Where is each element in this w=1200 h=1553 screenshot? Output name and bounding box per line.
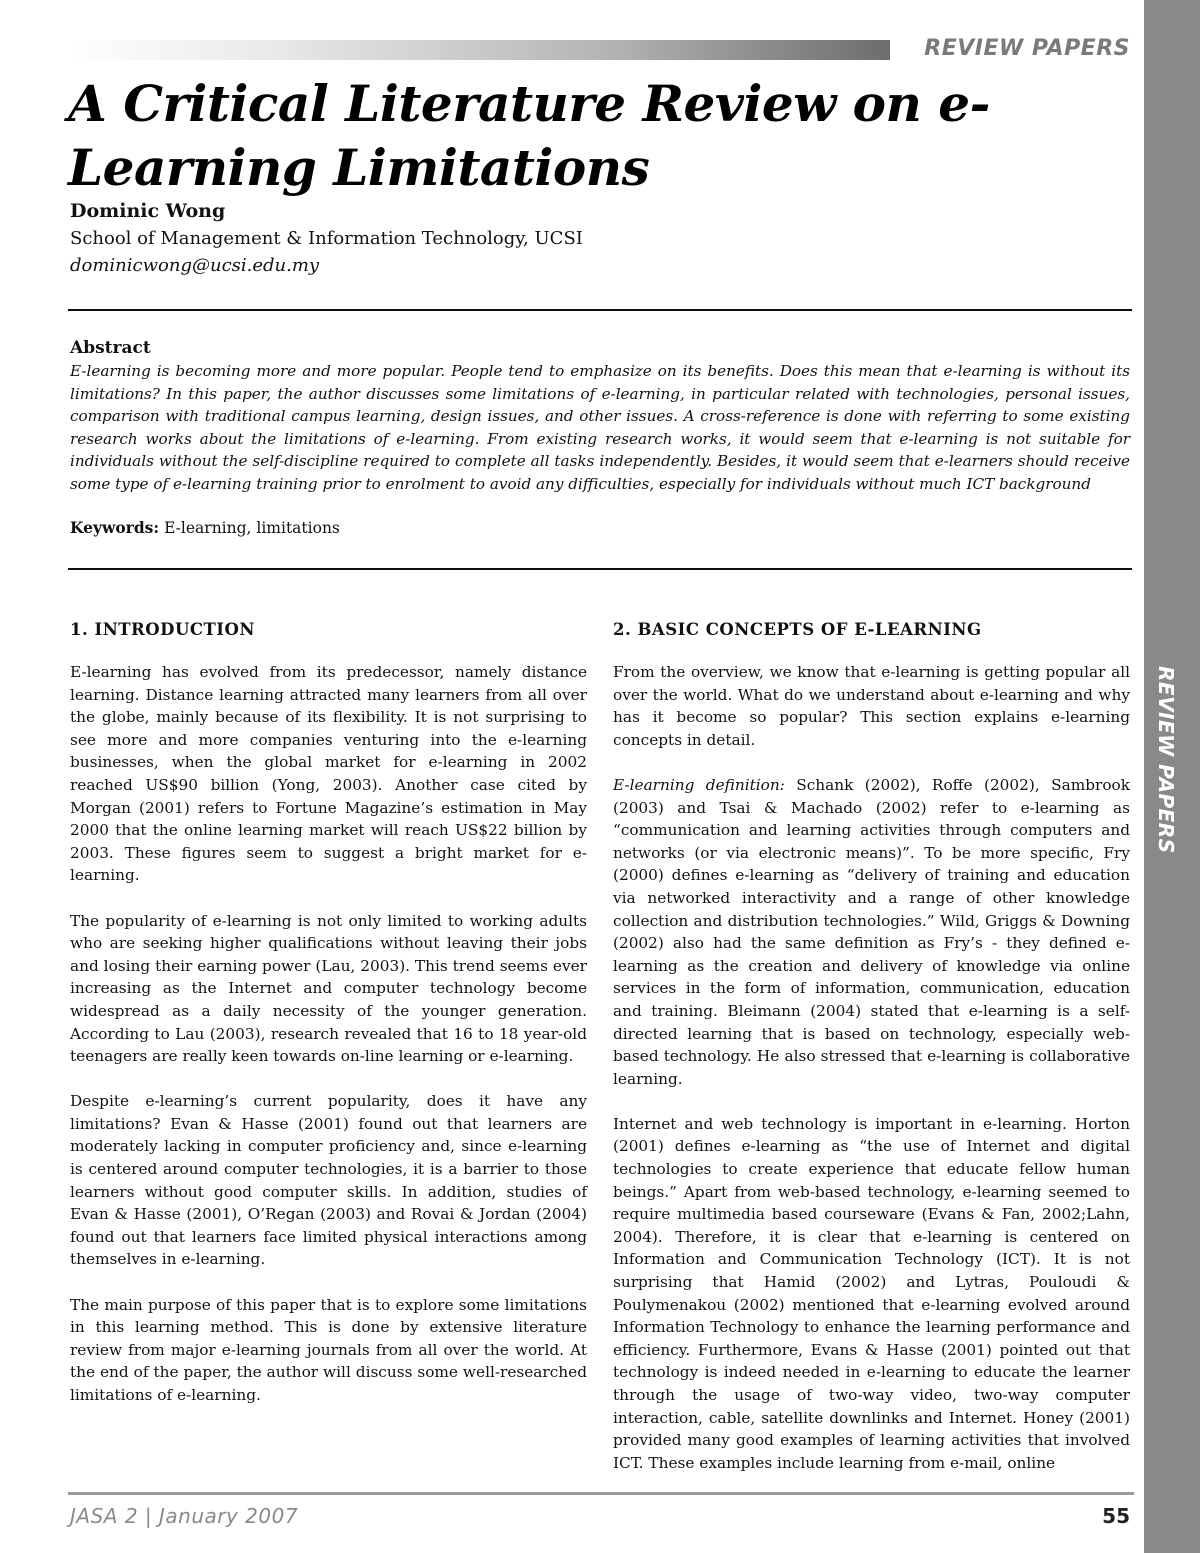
paragraph: The main purpose of this paper that is to explore some limitations in this learning method. This is done by extensive literature review from major e-learning journals from all over the world. At the end of the paper, the author will discuss some well-researched limitations of e-learning. bbox=[70, 1295, 587, 1404]
author-affiliation: School of Management & Information Technology, UCSI bbox=[70, 228, 583, 249]
keywords bbox=[70, 518, 340, 537]
keywords-list: E-learning, limitations bbox=[159, 519, 340, 537]
paragraph: Despite e-learning’s current popularity, does it have any limitations? Evan & Hasse (2001) found out that learners are moderately lacking in computer proficiency and, since e-learning is centered around computer technologies, it is a barrier to those learners without good computer skills. In addition, studies of Evan & Hasse (2001), O’Regan (2003) and Rovai & Jordan (2004) found out that learners face limited physical interactions among themselves in e-learning. bbox=[70, 1092, 587, 1269]
divider-bottom bbox=[68, 568, 1132, 570]
author-name: Dominic Wong bbox=[70, 200, 226, 222]
header-gradient-bar bbox=[68, 40, 890, 60]
page-number: 55 bbox=[1102, 1504, 1130, 1528]
paragraph-definition bbox=[613, 774, 1130, 1090]
right-column bbox=[613, 619, 1130, 1497]
definition-lead: E-learning definition: bbox=[613, 775, 785, 794]
definition-text: Schank (2002), Roffe (2002), Sambrook (2003) and Tsai & Machado (2002) refer to e-learning as “communication and learning activities through computers and networks (or via electronic means)”. To be more specific, Fry (2000) defines e-learning as “delivery of training and education via networked interactivity and a range of other knowledge collection and distribution technologies.” Wild, Griggs & Downing (2002) also had the same definition as Fry’s - they defined e-learning as the creation and delivery of knowledge via online services in the form of information, communication, education and training. Bleimann (2004) stated that e-learning is a self-directed learning that is based on technology, especially web-based technology. He also stressed that e-learning is collaborative learning. bbox=[613, 775, 1131, 1088]
section-heading-basic-concepts: 2. BASIC CONCEPTS OF E-LEARNING bbox=[613, 620, 982, 639]
paper-title: A Critical Literature Review on e-Learning Limitations bbox=[68, 74, 990, 197]
abstract-text: E-learning is becoming more and more popular. People tend to emphasize on its benefits. Does this mean that e-learning is without its limitations? In this paper, the author discusses some limitations of e-learning, in particular related with technologies, personal issues, comparison with traditional campus learning, design issues, and other issues. A cross-reference is done with referring to some existing research works about the limitations of e-learning. From existing research works, it would seem that e-learning is not suitable for individuals without the self-discipline required to complete all tasks independently. Besides, it would seem that e-learners should receive some type of e-learning training prior to enrolment to avoid any difficulties, especially for individuals without much ICT background bbox=[70, 362, 1130, 493]
journal-issue: JASA 2 | January 2007 bbox=[70, 1504, 299, 1528]
left-column bbox=[70, 619, 587, 1429]
section-tag: REVIEW PAPERS bbox=[924, 36, 1130, 61]
paragraph: From the overview, we know that e-learning is getting popular all over the world. What do we understand about e-learning and why has it become so popular? This section explains e-learning concepts in detail. bbox=[613, 663, 1130, 749]
footer-rule bbox=[68, 1492, 1134, 1495]
author-email[interactable]: dominicwong@ucsi.edu.my bbox=[70, 255, 320, 276]
paragraph: E-learning has evolved from its predecessor, namely distance learning. Distance learning attracted many learners from all over the globe, mainly because of its flexibility. It is not surprising to see more and more companies venturing into the e-learning businesses, when the global market for e-learning in 2002 reached US$90 billion (Yong, 2003). Another case cited by Morgan (2001) refers to Fortune Magazine’s estimation in May 2000 that the online learning market will reach US$22 billion by 2003. These figures seem to suggest a bright market for e-learning. bbox=[70, 663, 587, 885]
abstract-heading: Abstract bbox=[70, 338, 151, 358]
paragraph: The popularity of e-learning is not only limited to working adults who are seeking higher qualifications without leaving their jobs and losing their earning power (Lau, 2003). This trend seems ever increasing as the Internet and computer technology become widespread as a daily necessity of the younger generation. According to Lau (2003), research revealed that 16 to 18 year-old teenagers are really keen towards on-line learning or e-learning. bbox=[70, 911, 587, 1066]
keywords-label: Keywords: bbox=[70, 518, 160, 537]
divider-top bbox=[68, 309, 1132, 311]
side-section-label: REVIEW PAPERS bbox=[1154, 666, 1178, 854]
section-heading-introduction: 1. INTRODUCTION bbox=[70, 620, 255, 639]
paragraph: Internet and web technology is important in e-learning. Horton (2001) defines e-learning as “the use of Internet and digital technologies to create experience that educate fellow human beings.” Apart from web-based technology, e-learning seemed to require multimedia based courseware (Evans & Fan, 2002;Lahn, 2004). Therefore, it is clear that e-learning is centered on Information and Communication Technology (ICT). It is not surprising that Hamid (2002) and Lytras, Pouloudi & Poulymenakou (2002) mentioned that e-learning evolved around Information Technology to enhance the learning performance and efficiency. Furthermore, Evans & Hasse (2001) pointed out that technology is indeed needed in e-learning to educate the learner through the usage of two-way video, two-way computer interaction, cable, satellite downlinks and Internet. Honey (2001) provided many good examples of learning activities that involved ICT. These examples include learning from e-mail, online bbox=[613, 1114, 1130, 1472]
